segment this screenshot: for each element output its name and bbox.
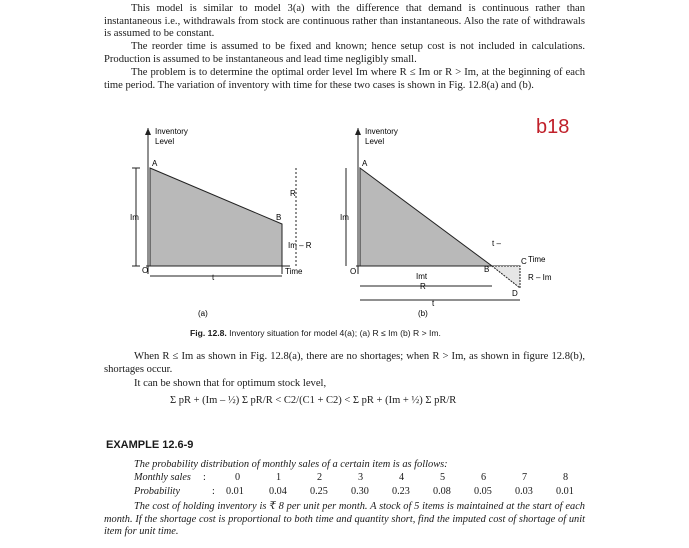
- example-title: EXAMPLE 12.6-9: [106, 439, 194, 451]
- row-label-probability: Probability: [134, 486, 181, 497]
- table-cell: 0.05: [474, 486, 492, 497]
- fig-b-time-label: Time: [528, 255, 546, 264]
- fig-a-point-O: O: [142, 266, 149, 275]
- table-cell: 0: [235, 472, 241, 483]
- optimum-formula: Σ pR + (Im – ½) Σ pR/R < C2/(C1 + C2) < Σ pR + (Im + ½) Σ pR/R: [170, 395, 457, 406]
- fig-a-point-B: B: [276, 213, 282, 222]
- fig-b-point-D: D: [512, 289, 518, 298]
- figure-caption: [190, 328, 441, 338]
- table-cell: 0.04: [269, 486, 287, 497]
- table-cell: 6: [481, 472, 487, 483]
- table-cell: 8: [563, 472, 569, 483]
- table-cell: 4: [399, 472, 405, 483]
- table-cell: 0.03: [515, 486, 533, 497]
- fig-b-label-R-Im: R – Im: [528, 273, 552, 282]
- table-cell: 0.01: [556, 486, 574, 497]
- table-cell: 5: [440, 472, 446, 483]
- paragraph-model-description: This model is similar to model 3(a) with the difference that demand is continuous rather than instantaneous i.e., withdrawals from stock are continuous rather than instantaneous. Also the rate of withdrawals is assumed to be constant.: [104, 3, 585, 40]
- fig-a-label-t: t: [212, 273, 215, 282]
- figure-caption-text: Inventory situation for model 4(a); (a) R ≤ Im (b) R > Im.: [229, 328, 441, 338]
- fig-b-ylabel-2: Level: [365, 137, 385, 146]
- table-cell: 0.25: [310, 486, 328, 497]
- inventory-figure: [100, 124, 580, 324]
- fig-b-label-Imt-num: Imt: [416, 272, 428, 281]
- paragraph-problem: The problem is to determine the optimal order level Im where R ≤ Im or R > Im, at the beginning of each time period. The variation of inventory with time for these two cases is shown in Fig. 12.8(a) and (b).: [104, 67, 585, 91]
- table-cell: 0.30: [351, 486, 369, 497]
- page-tag: b18: [536, 116, 570, 138]
- row-label-sales: Monthly sales: [134, 472, 191, 483]
- fig-b-label-t-minus: t –: [492, 239, 501, 248]
- table-cell: 7: [522, 472, 528, 483]
- figure-caption-number: Fig. 12.8.: [190, 328, 227, 338]
- fig-a-sublabel: (a): [198, 309, 208, 318]
- table-cell: 3: [358, 472, 364, 483]
- fig-a-label-Im: Im: [130, 213, 139, 222]
- example-intro: The probability distribution of monthly sales of a certain item is as follows:: [134, 459, 448, 470]
- paragraph-shortages: When R ≤ Im as shown in Fig. 12.8(a), there are no shortages; when R > Im, as shown in figure 12.8(b), shortages occur.: [104, 351, 585, 375]
- paragraph-optimum: It can be shown that for optimum stock level,: [134, 378, 327, 389]
- paragraph-reorder-time: The reorder time is assumed to be fixed and known; hence setup cost is not included in calculations. Production is assumed to be instantaneous and lead time negligibly small.: [104, 41, 585, 65]
- table-row-sales: Monthly sales : 0 1 2 3 4 5 6 7 8: [134, 472, 569, 483]
- table-cell: 1: [276, 472, 282, 483]
- fig-a-label-R: R: [290, 189, 296, 198]
- fig-b-label-Im: Im: [340, 213, 349, 222]
- example-text: The cost of holding inventory is ₹ 8 per unit per month. A stock of 5 items is maintained at the start of each month. If the shortage cost is proportional to both time and quantity short, find the imputed cost of shortage of unit item for unit time.: [104, 501, 585, 538]
- fig-b-point-B: B: [484, 265, 490, 274]
- fig-a-ylabel-1: Inventory: [155, 127, 188, 136]
- fig-b-label-t: t: [432, 299, 435, 308]
- fig-b-ylabel-1: Inventory: [365, 127, 398, 136]
- table-row-probability: Probability : 0.01 0.04 0.25 0.30 0.23 0.08 0.05 0.03 0.01: [134, 486, 574, 497]
- table-cell: 0.01: [226, 486, 244, 497]
- fig-b-sublabel: (b): [418, 309, 428, 318]
- fig-a-time-label: Time: [285, 267, 303, 276]
- fig-a-label-Im-R: Im – R: [288, 241, 312, 250]
- fig-b-point-C: C: [521, 257, 527, 266]
- fig-a-point-A: A: [152, 159, 158, 168]
- figure-a: [130, 127, 312, 318]
- table-cell: 0.08: [433, 486, 451, 497]
- figure-b: [340, 127, 552, 318]
- fig-a-ylabel-2: Level: [155, 137, 175, 146]
- table-cell: 2: [317, 472, 323, 483]
- fig-b-point-A: A: [362, 159, 368, 168]
- fig-b-label-Imt-den: R: [420, 282, 426, 291]
- table-cell: 0.23: [392, 486, 410, 497]
- fig-b-point-O: O: [350, 267, 357, 276]
